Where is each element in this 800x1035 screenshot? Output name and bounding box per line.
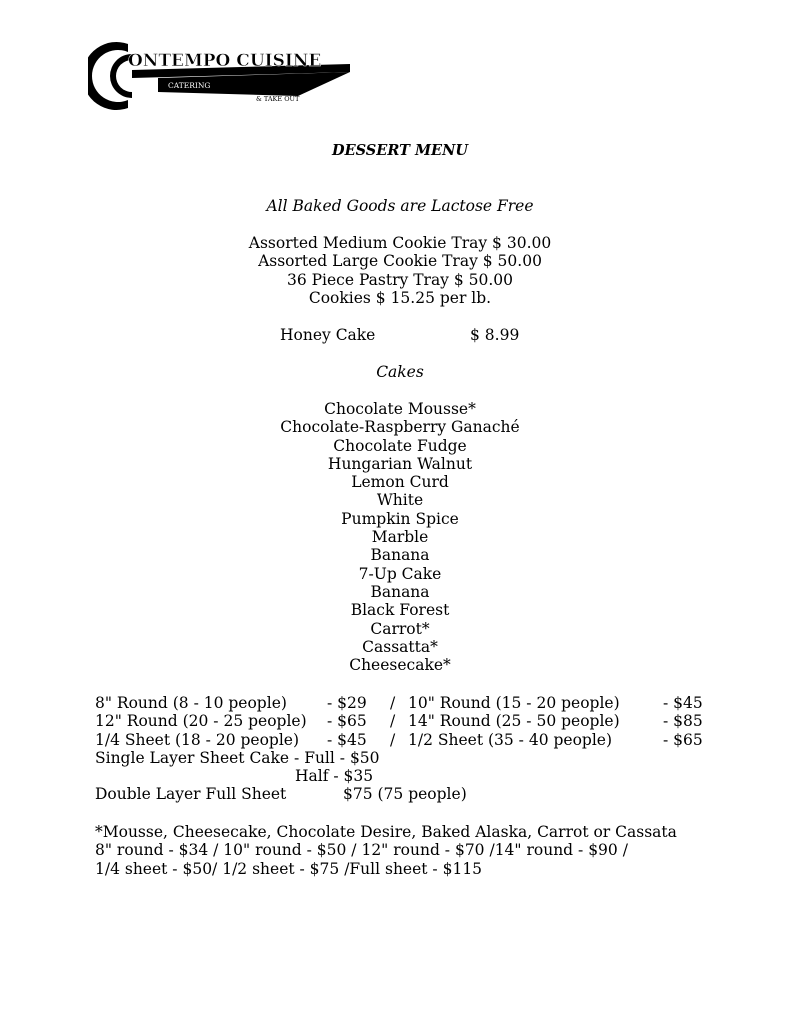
size-price: - $29 xyxy=(327,694,367,712)
size-separator: / xyxy=(390,712,396,731)
single-layer-full: Single Layer Sheet Cake - Full - $50 xyxy=(95,748,380,767)
company-logo xyxy=(88,40,358,112)
logo-wordmark: ONTEMPO CUISINE xyxy=(128,51,322,71)
size-label: 1/4 Sheet (18 - 20 people) xyxy=(95,730,300,749)
honey-cake-row xyxy=(0,326,800,344)
tray-item: Cookies $ 15.25 per lb. xyxy=(308,288,492,307)
size-price: - $85 xyxy=(663,712,703,731)
size-price: - $45 xyxy=(663,694,703,712)
tray-list xyxy=(0,234,800,307)
size-price-row xyxy=(95,731,735,749)
note-line: *Mousse, Cheesecake, Chocolate Desire, Baked Alaska, Carrot or Cassata xyxy=(95,823,677,841)
cake-flavor: Black Forest xyxy=(350,601,450,620)
cake-flavor: Pumpkin Spice xyxy=(341,509,459,528)
single-layer-half: Half - $35 xyxy=(295,767,374,786)
cake-flavor: Marble xyxy=(371,528,429,547)
cake-flavor-list xyxy=(0,400,800,674)
cake-flavor: Chocolate Mousse* xyxy=(324,400,476,418)
size-label: 1/2 Sheet (35 - 40 people) xyxy=(408,730,613,749)
single-layer-half-row xyxy=(95,767,735,785)
size-label: 14" Round (25 - 50 people) xyxy=(408,712,620,731)
cake-size-pricing xyxy=(95,694,735,804)
honey-cake-name: Honey Cake xyxy=(280,326,376,344)
double-layer-price: $75 (75 people) xyxy=(343,785,467,804)
cake-flavor: Banana xyxy=(370,582,430,601)
honey-cake-price: $ 8.99 xyxy=(470,326,520,344)
size-price-row xyxy=(95,694,735,712)
cake-flavor: Chocolate-Raspberry Ganaché xyxy=(280,418,520,437)
logo-catering-text: CATERING xyxy=(168,81,211,90)
size-separator: / xyxy=(390,730,396,749)
cake-flavor: White xyxy=(376,491,424,510)
lactose-free-note: All Baked Goods are Lactose Free xyxy=(266,197,534,215)
cakes-heading: Cakes xyxy=(376,363,424,381)
special-cake-notes xyxy=(95,823,677,878)
single-layer-full-row xyxy=(95,749,735,767)
size-label: 12" Round (20 - 25 people) xyxy=(95,712,307,731)
cake-flavor: Chocolate Fudge xyxy=(333,436,467,455)
cake-flavor: Cassatta* xyxy=(362,637,438,656)
logo-takeout-text: & TAKE OUT xyxy=(256,95,300,103)
size-separator: / xyxy=(390,694,396,712)
cake-flavor: Carrot* xyxy=(370,619,430,638)
note-line: 8" round - $34 / 10" round - $50 / 12" round - $70 /14" round - $90 / xyxy=(95,841,628,860)
cake-flavor: Hungarian Walnut xyxy=(327,454,473,473)
size-price: - $65 xyxy=(327,712,367,731)
cake-flavor: 7-Up Cake xyxy=(358,564,442,583)
double-layer-label: Double Layer Full Sheet xyxy=(95,785,287,804)
note-line: 1/4 sheet - $50/ 1/2 sheet - $75 /Full sheet - $115 xyxy=(95,859,483,878)
size-label: 8" Round (8 - 10 people) xyxy=(95,694,287,712)
logo-graphic xyxy=(88,40,358,112)
tray-item: 36 Piece Pastry Tray $ 50.00 xyxy=(286,270,514,289)
page-title: DESSERT MENU xyxy=(332,142,468,159)
tray-item: Assorted Medium Cookie Tray $ 30.00 xyxy=(248,234,552,252)
size-price: - $45 xyxy=(327,730,367,749)
size-price-row xyxy=(95,712,735,730)
tray-item: Assorted Large Cookie Tray $ 50.00 xyxy=(258,252,542,271)
cake-flavor: Cheesecake* xyxy=(349,656,451,675)
size-price: - $65 xyxy=(663,730,703,749)
size-label: 10" Round (15 - 20 people) xyxy=(408,694,620,712)
cake-flavor: Lemon Curd xyxy=(351,473,449,492)
cake-flavor: Banana xyxy=(370,546,430,565)
double-layer-row xyxy=(95,785,735,803)
